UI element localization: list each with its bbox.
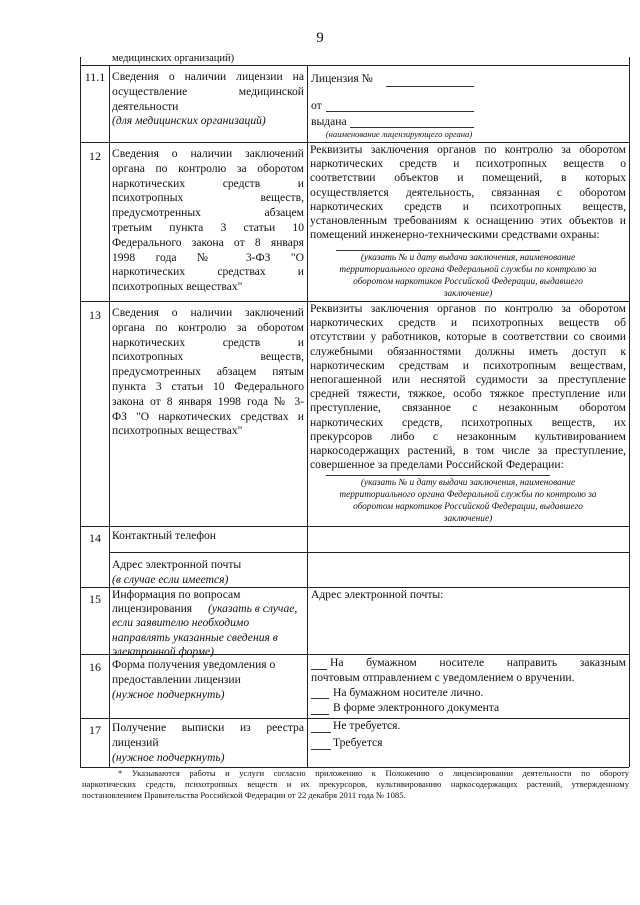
license-number-label: Лицензия № [311, 72, 373, 85]
row-number-12: 12 [89, 149, 101, 163]
license-issuer-caption: (наименование лицензирующего органа) [325, 129, 473, 139]
row-15-left: Информация по вопросам лицензирования [112, 588, 241, 616]
row-number-16: 16 [89, 660, 101, 674]
license-from-label: от [311, 99, 322, 112]
option-not-required[interactable]: Не требуется. [333, 719, 401, 732]
option-personal[interactable]: На бумажном носителе лично. [333, 686, 484, 699]
license-issued-label: выдана [311, 115, 347, 128]
option-required[interactable]: Требуется [333, 736, 383, 749]
option-electronic-underline[interactable] [311, 714, 329, 715]
row-17-left: Получение выписки из реестра лицензий (нужное подчеркнуть) [112, 721, 304, 764]
row-16-left: Форма получения уведомления о предоставлении лицензии (нужное подчеркнуть) [112, 658, 276, 701]
row-12-caption: (указать № и дату выдачи заключения, наименование территориального органа Федеральной службы по контролю за оборотом наркотиков Российской Федерации, выдавшего заключение) [339, 253, 597, 299]
row-11-1-left: Сведения о наличии лицензии на осуществление медицинской деятельности (для медицинских организаций) [112, 70, 304, 128]
row-12-right: Реквизиты заключения органов по контролю за оборотом наркотических средств и психотропных веществ о соответствии объектов и помещений, в которых осуществляется деятельность, связанная с оборотом наркотических средств и психотропных веществ, установленным требованиям к оснащению этих объектов и помещений инженерно-техническими средствами охраны: [310, 143, 626, 242]
top-fragment: медицинских организаций) [112, 53, 235, 64]
row-13-caption: (указать № и дату выдачи заключения, наименование территориального органа Федеральной службы по контролю за оборотом наркотиков Российской Федерации, выдавшего заключение) [339, 478, 597, 524]
row-13-left: Сведения о наличии заключений органа по контролю за оборотом наркотических средств и психотропных веществ, предусмотренных абзацем пятым пункта 3 статьи 10 Федерального закона от 8 января 1998 года № 3- ФЗ "О наркотических средствах и психотропных веществах" [112, 306, 304, 438]
option-not-required-underline[interactable] [311, 732, 331, 733]
page-number: 9 [316, 30, 324, 46]
row-number-13: 13 [89, 308, 101, 322]
license-number-field[interactable] [386, 86, 474, 87]
footnote: * Указываются работы и услуги согласно приложению к Положению о лицензировании деятельности по обороту наркотических средств, психотропных веществ и их прекурсоров, культивированию наркосодержащих растений, утвержденному постановлением Правительства Российской Федерации от 22 декабря 2011 года № 1085. [82, 768, 629, 800]
row-12-left: Сведения о наличии заключений органа по контролю за оборотом наркотических средств и психотропных веществ, предусмотренных абзацем третьим пункта 3 статьи 10 Федерального закона от 8 января 1998 года № 3-ФЗ "О наркотических средствах и психотропных веществах" [112, 147, 304, 294]
row-number-17: 17 [89, 723, 101, 737]
option-mail-underline[interactable] [311, 669, 327, 670]
option-electronic[interactable]: В форме электронного документа [333, 701, 500, 714]
row-12-conclusion-field[interactable] [336, 250, 540, 251]
row-13-conclusion-field[interactable] [326, 475, 550, 476]
option-required-underline[interactable] [311, 749, 331, 750]
option-mail[interactable]: На бумажном носителе направить заказным [330, 656, 626, 669]
row-number-11-1: 11.1 [84, 70, 106, 84]
row-14-email: Адрес электронной почты (в случае если имеется) [112, 558, 242, 586]
row-number-15: 15 [89, 592, 101, 606]
row-15-email-label: Адрес электронной почты: [311, 588, 444, 601]
license-date-field[interactable] [326, 111, 474, 112]
row-13-right: Реквизиты заключения органов по контролю за оборотом наркотических средств и психотропных веществ об отсутствии у работников, которые в соответствии со своими служебными обязанностями должны иметь доступ к наркотическим средствам и психотропным веществам, непогашенной или неснятой судимости за преступление средней тяжести, тяжкое, особо тяжкое преступление или преступление, связанное с незаконным оборотом наркотических средств, психотропных веществ, их прекурсоров либо с незаконным культивированием наркосодержащих растений, в том числе за преступление, совершенное за пределами Российской Федерации: [310, 302, 626, 472]
row-15-note: (указать в случае, если заявителю необходимо направлять указанные сведения в электронной форме) [112, 602, 298, 659]
contact-phone-label: Контактный телефон [112, 529, 216, 542]
option-mail-cont: почтовым отправлением с уведомлением о вручении. [311, 671, 575, 684]
row-number-14: 14 [89, 531, 101, 545]
option-personal-underline[interactable] [311, 698, 329, 699]
